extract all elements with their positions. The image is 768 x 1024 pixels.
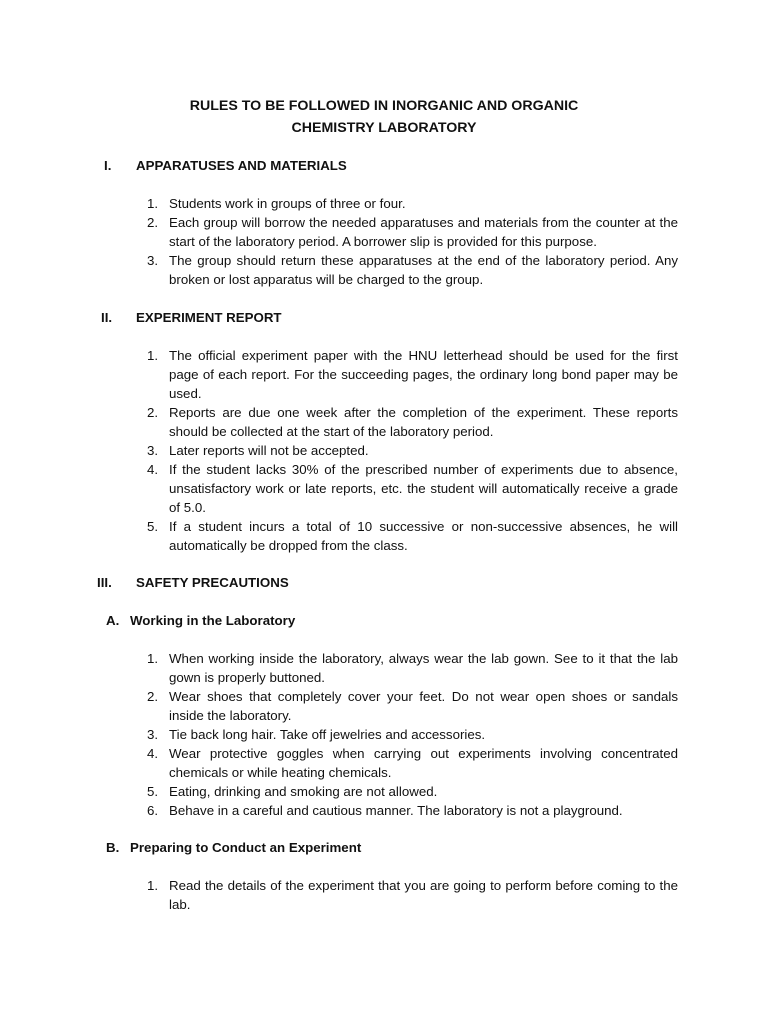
list-item: 2. Wear shoes that completely cover your feet. Do not wear open shoes or sandals inside the laboratory.	[147, 689, 678, 723]
section-numeral: I.	[104, 158, 112, 173]
experiment-report-list	[143, 346, 678, 555]
list-item: 4. If the student lacks 30% of the prescribed number of experiments due to absence, unsatisfactory work or late reports, etc. the student will automatically receive a grade of 5.0.	[147, 462, 678, 515]
list-item: 3. Tie back long hair. Take off jewelries and accessories.	[147, 727, 486, 742]
subsection-title: Preparing to Conduct an Experiment	[130, 840, 362, 855]
list-item: 2. Each group will borrow the needed apparatuses and materials from the counter at the start of the laboratory period. A borrower slip is provided for this purpose.	[147, 215, 678, 249]
title-line-2: CHEMISTRY LABORATORY	[291, 120, 477, 136]
list-item: 2. Reports are due one week after the completion of the experiment. These reports should be collected at the start of the laboratory period.	[147, 405, 678, 439]
list-item: 1. Read the details of the experiment that you are going to perform before coming to the lab.	[147, 878, 678, 912]
section-title: APPARATUSES AND MATERIALS	[136, 158, 347, 173]
list-item: 1. Students work in groups of three or four.	[147, 196, 406, 211]
subsection-heading-working	[106, 611, 295, 630]
title-line-1: RULES TO BE FOLLOWED IN INORGANIC AND ORGANIC	[189, 98, 579, 114]
list-item: 3. The group should return these apparatuses at the end of the laboratory period. Any broken or lost apparatus will be charged to the group.	[147, 253, 678, 287]
section-title: SAFETY PRECAUTIONS	[136, 575, 289, 590]
subsection-letter: B.	[106, 840, 120, 855]
list-item: 5. If a student incurs a total of 10 successive or non-successive absences, he will automatically be dropped from the class.	[147, 519, 678, 553]
section-numeral: II.	[101, 310, 113, 325]
list-item: 6. Behave in a careful and cautious manner. The laboratory is not a playground.	[147, 803, 623, 818]
subsection-heading-preparing	[106, 838, 361, 857]
list-item: 3. Later reports will not be accepted.	[147, 443, 369, 458]
apparatuses-list	[143, 194, 678, 289]
preparing-list	[143, 876, 678, 914]
list-item: 1. The official experiment paper with the HNU letterhead should be used for the first page of each report. For the succeeding pages, the ordinary long bond paper may be used.	[147, 348, 678, 401]
list-item: 4. Wear protective goggles when carrying out experiments involving concentrated chemicals or while heating chemicals.	[147, 746, 678, 780]
working-in-lab-list	[143, 649, 678, 820]
page-title	[0, 95, 768, 139]
section-numeral: III.	[97, 575, 112, 590]
subsection-letter: A.	[106, 613, 120, 628]
section-title: EXPERIMENT REPORT	[136, 310, 282, 325]
subsection-title: Working in the Laboratory	[130, 613, 296, 628]
list-item: 1. When working inside the laboratory, always wear the lab gown. See to it that the lab gown is properly buttoned.	[147, 651, 678, 685]
list-item: 5. Eating, drinking and smoking are not allowed.	[147, 784, 438, 799]
